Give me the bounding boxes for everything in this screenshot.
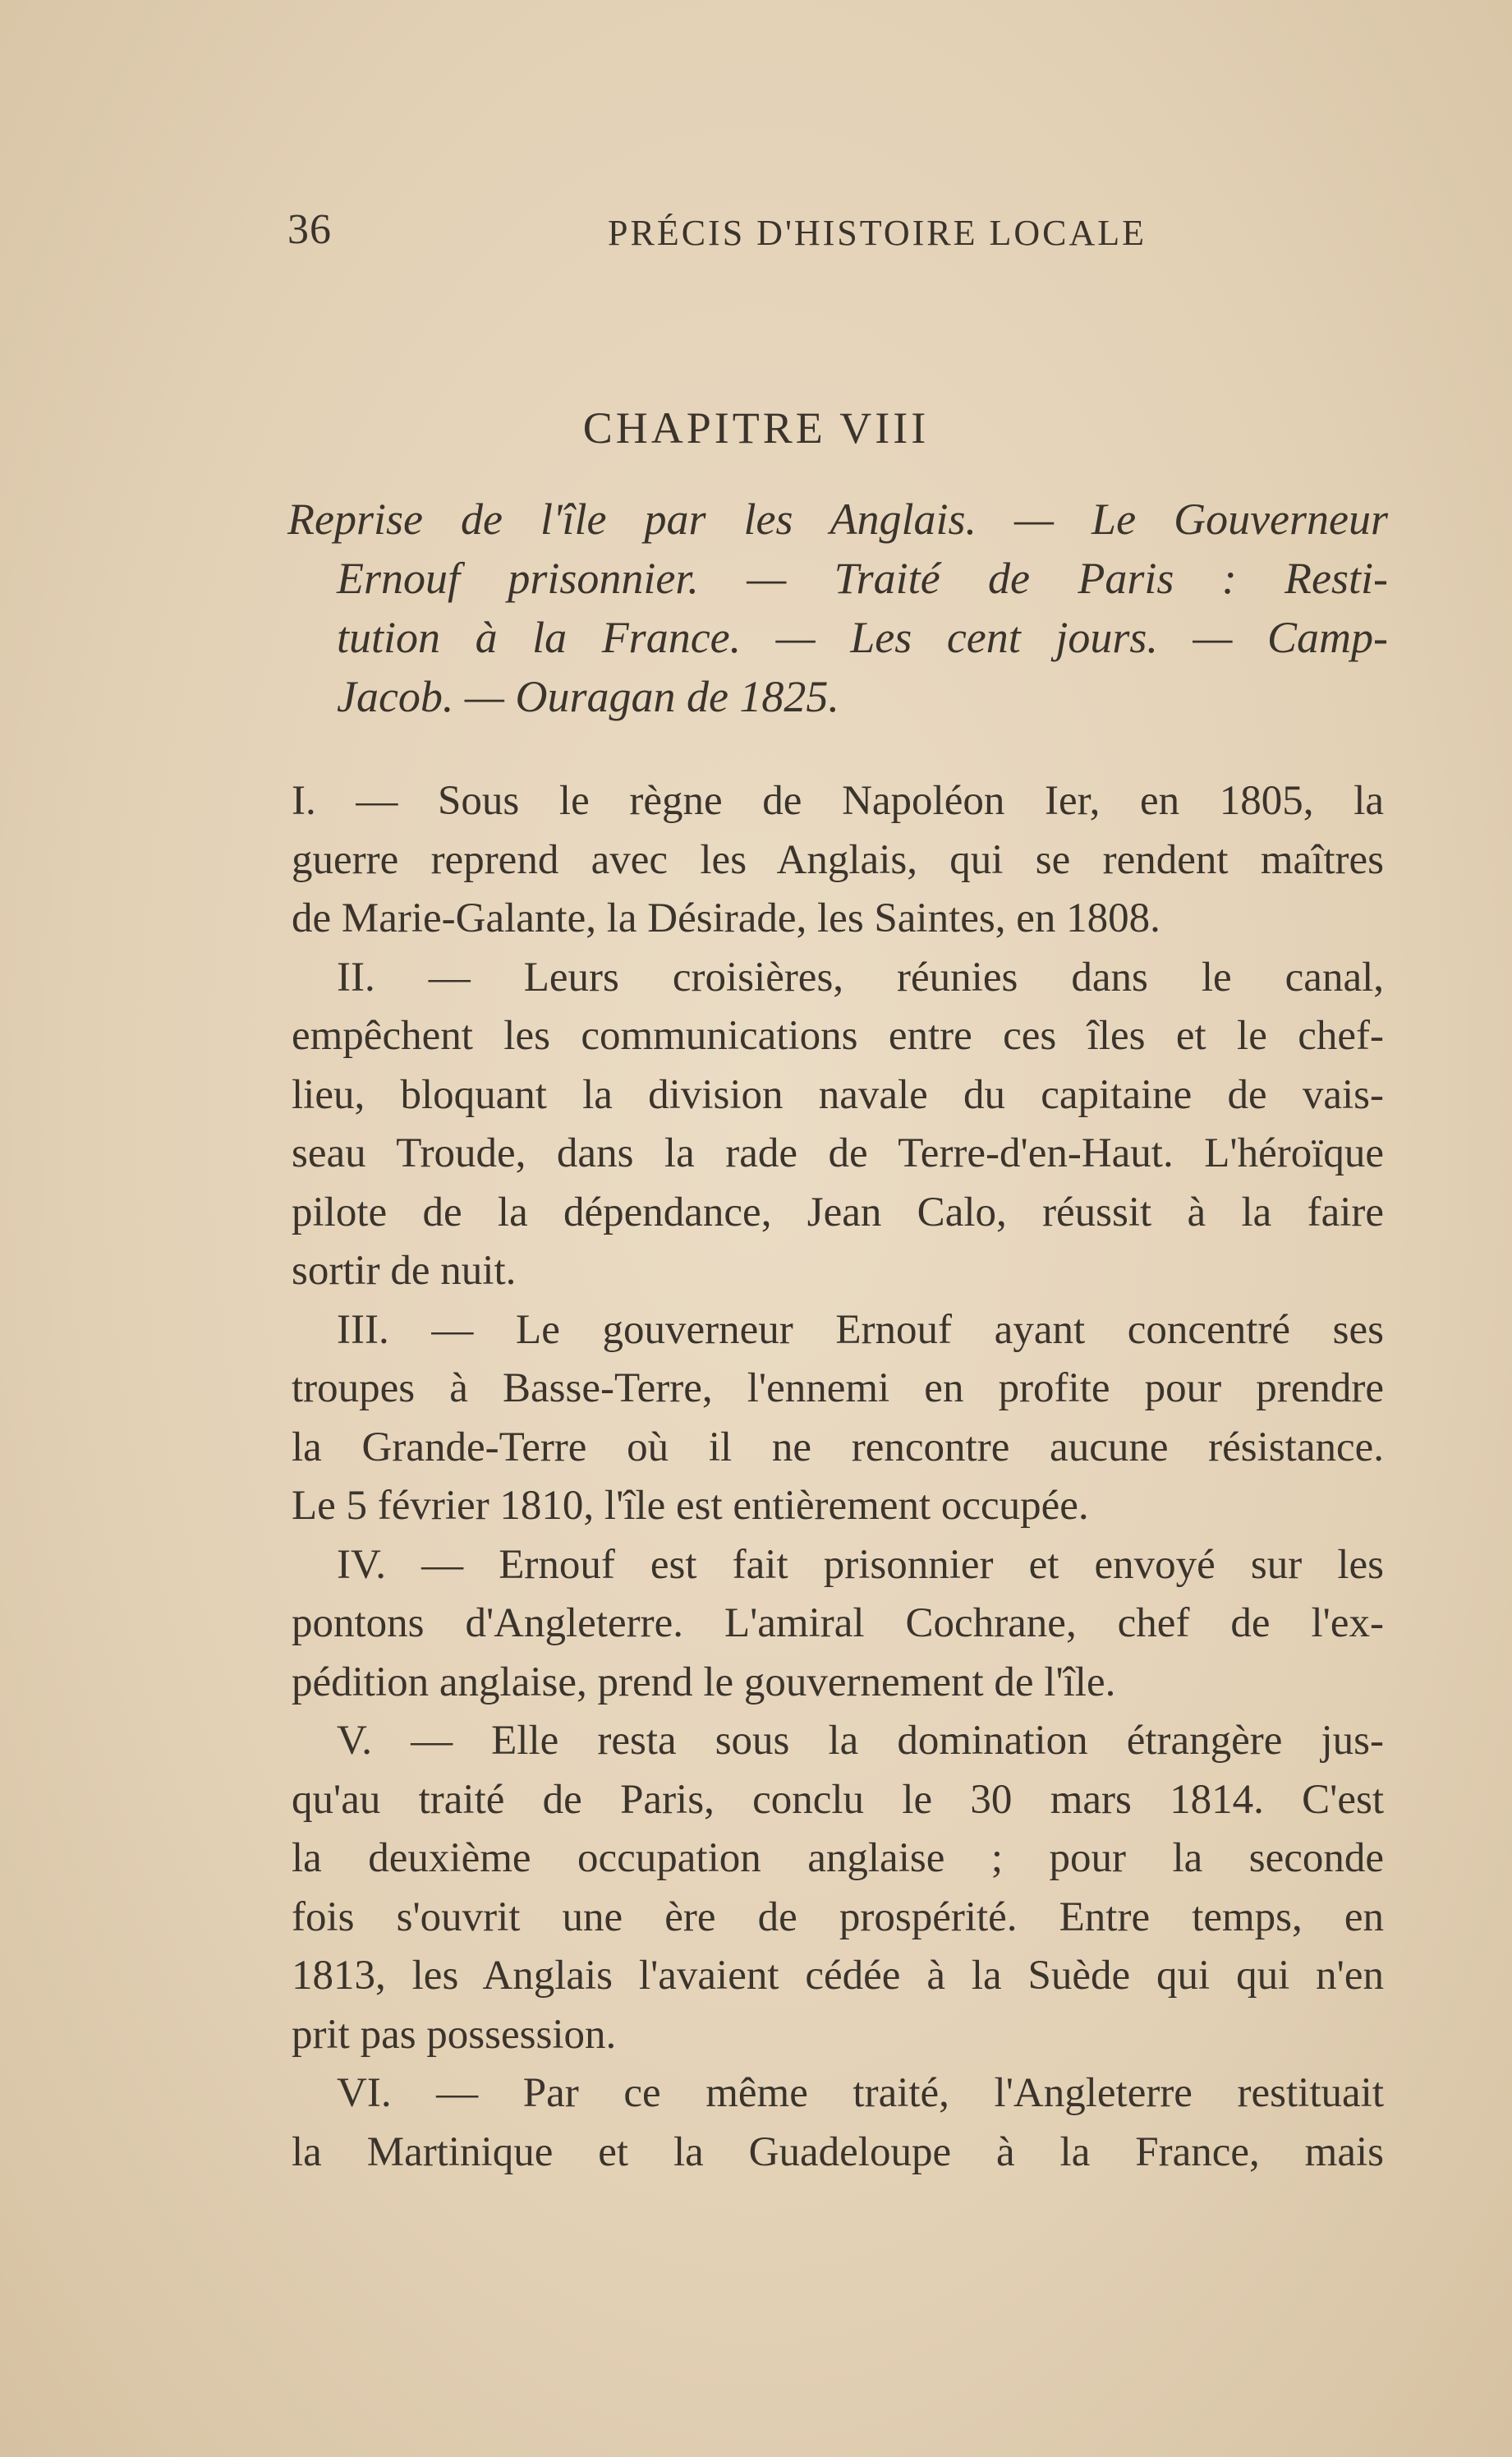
paragraph-2-line: sortir de nuit. — [292, 1248, 517, 1294]
paragraph-2-line: lieu, bloquant la division navale du capitaine de vais- — [292, 1071, 1384, 1118]
paragraph-5-line: la deuxième occupation anglaise ; pour la seconde — [292, 1835, 1384, 1881]
paragraph-3-line: Le 5 février 1810, l'île est entièrement occupée. — [292, 1483, 1089, 1529]
paragraph-2-line: II. — Leurs croisières, réunies dans le canal, — [337, 954, 1384, 1001]
paragraph-4-line: IV. — Ernouf est fait prisonnier et envoyé sur les — [337, 1541, 1384, 1588]
paragraph-5-line: fois s'ouvrit une ère de prospérité. Entre temps, en — [292, 1893, 1384, 1940]
summary-line: Ernouf prisonnier. — Traité de Paris : Resti- — [337, 554, 1388, 603]
paragraph-3-line: III. — Le gouverneur Ernouf ayant concentré ses — [337, 1306, 1384, 1353]
summary-line: tution à la France. — Les cent jours. — Camp- — [337, 613, 1388, 662]
summary-line: Jacob. — Ouragan de 1825. — [337, 672, 839, 721]
paragraph-4-line: pontons d'Angleterre. L'amiral Cochrane, chef de l'ex- — [292, 1600, 1384, 1646]
paragraph-5-line: 1813, les Anglais l'avaient cédée à la Suède qui qui n'en — [292, 1953, 1384, 1999]
paragraph-5-line: V. — Elle resta sous la domination étrangère jus- — [337, 1718, 1384, 1764]
paragraph-3-line: troupes à Basse-Terre, l'ennemi en profite pour prendre — [292, 1365, 1384, 1411]
paragraph-1-line: de Marie-Galante, la Désirade, les Saintes, en 1808. — [292, 895, 1160, 941]
paragraph-6-line: la Martinique et la Guadeloupe à la France, mais — [292, 2128, 1384, 2175]
paragraph-5-line: qu'au traité de Paris, conclu le 30 mars 1814. C'est — [292, 1776, 1384, 1823]
body-text — [292, 772, 1384, 2182]
running-title: PRÉCIS D'HISTOIRE LOCALE — [608, 213, 1147, 253]
summary-line: Reprise de l'île par les Anglais. — Le Gouverneur — [287, 495, 1388, 544]
paragraph-1-line: guerre reprend avec les Anglais, qui se rendent maîtres — [292, 836, 1384, 883]
paragraph-2-line: seau Troude, dans la rade de Terre-d'en-Haut. L'héroïque — [292, 1130, 1384, 1176]
paragraph-2-line: empêchent les communications entre ces îles et le chef- — [292, 1013, 1384, 1059]
paragraph-4-line: pédition anglaise, prend le gouvernement de l'île. — [292, 1659, 1116, 1705]
paragraph-3-line: la Grande-Terre où il ne rencontre aucune résistance. — [292, 1424, 1384, 1470]
chapter-title: CHAPITRE VIII — [582, 403, 930, 453]
paragraph-1-line: I. — Sous le règne de Napoléon Ier, en 1805, la — [292, 778, 1384, 824]
paragraph-5-line: prit pas possession. — [292, 2011, 617, 2058]
chapter-summary — [287, 490, 1388, 726]
paragraph-2-line: pilote de la dépendance, Jean Calo, réussit à la faire — [292, 1189, 1384, 1235]
page-header — [287, 205, 1388, 263]
paragraph-6-line: VI. — Par ce même traité, l'Angleterre restituait — [337, 2070, 1384, 2116]
page-number: 36 — [287, 206, 332, 253]
